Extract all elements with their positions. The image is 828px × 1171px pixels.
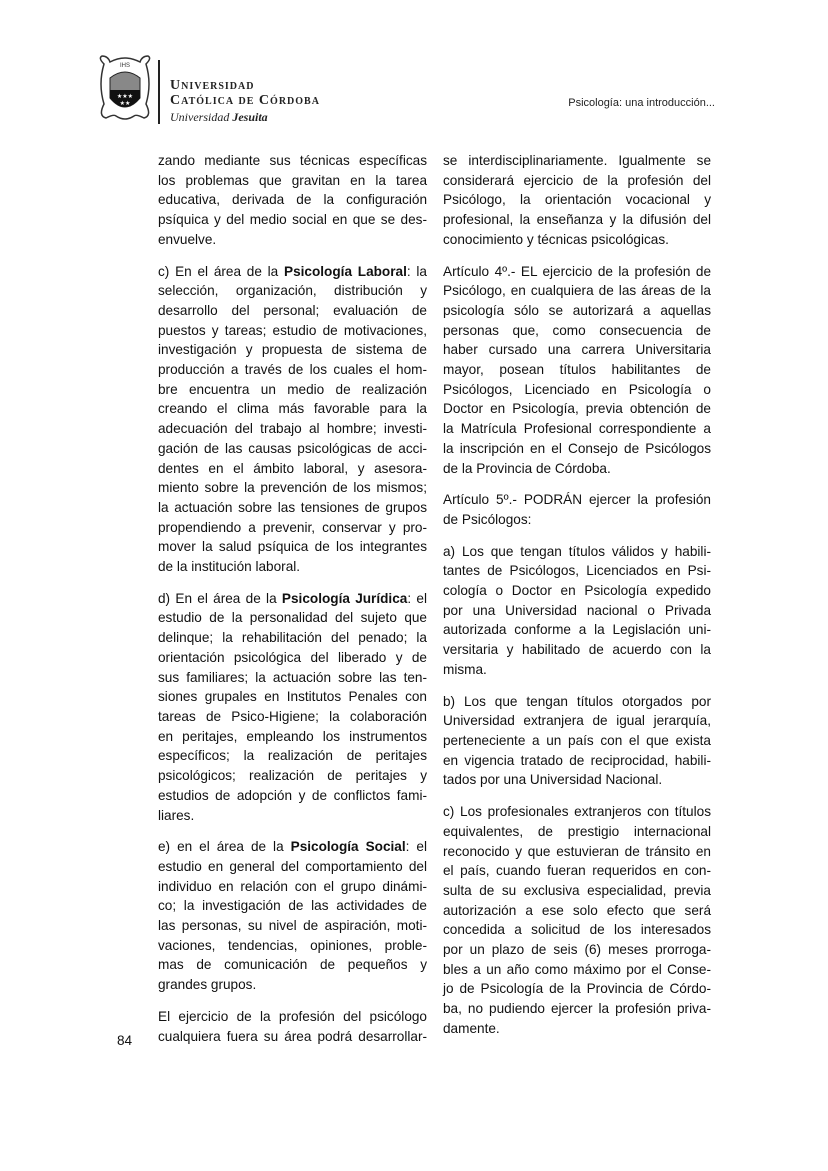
text-line: adecuación del trabajo al hombre; investi- — [158, 421, 427, 437]
text-line: estudio de la personalidad del sujeto que — [158, 610, 427, 626]
text-line: perteneciente a un país con el que exista — [443, 732, 711, 748]
text-line: la actuación sobre las tensiones de grupos — [158, 499, 427, 515]
text-line: creando el clima más favorable para la — [158, 401, 427, 417]
text-line: la inscripción en el Consejo de Psicólogos — [443, 440, 711, 456]
text-line: vaciones, tendencias, opiniones, proble- — [158, 937, 427, 953]
text-line: cualquiera fuera su área podrá desarrollar- — [158, 1028, 427, 1044]
tagline-bold: Jesuita — [232, 110, 268, 124]
paragraph — [443, 692, 711, 791]
paragraph — [443, 262, 711, 479]
text-line: estudio en general del comportamiento del — [158, 858, 427, 874]
text-line: por una Universidad nacional o Privada — [443, 602, 711, 618]
text-line: misma. — [443, 661, 487, 677]
text-line: personas que, como consecuencia de — [443, 322, 711, 338]
paragraph — [443, 542, 711, 680]
text-line: ba, no pudiendo ejercer la profesión priva- — [443, 1001, 711, 1017]
university-name-line2: Católica de Córdoba — [170, 93, 320, 108]
left-column — [158, 151, 427, 1058]
text-line: dentes en el ámbito laboral, y asesora- — [158, 460, 427, 476]
paragraph — [443, 802, 711, 1038]
text-line: damente. — [443, 1020, 500, 1036]
text-line: de la Provincia de Córdoba. — [443, 460, 611, 476]
text-line: específicos; la realización de peritajes — [158, 748, 427, 764]
text-line: considerará ejercicio de la profesión del — [443, 172, 711, 188]
bold-term: Psicología Jurídica — [281, 590, 408, 606]
header-divider — [158, 60, 160, 124]
text-line: puestos y tareas; estudio de motivaciones, — [158, 322, 427, 338]
text-line: versitaria y habilitado de acuerdo con la — [443, 642, 711, 658]
text-line: mover la salud psíquica de los integrantes — [158, 539, 427, 555]
paragraph — [443, 151, 711, 250]
text-line: c) Los profesionales extranjeros con títulos — [443, 804, 711, 820]
text-line: cología o Doctor en Psicología expedido — [443, 583, 711, 599]
bold-term: Psicología Laboral — [284, 263, 407, 279]
text-line: propendiendo a prevenir, conservar y pro- — [158, 519, 427, 535]
text-line: Universidad extranjera de igual jerarquía, — [443, 713, 711, 729]
text-line: c) En el área de la Psicología Laboral: la — [158, 263, 427, 279]
svg-text:★★: ★★ — [119, 101, 131, 107]
text-line: psicológicos; realización de peritajes y — [158, 768, 427, 784]
bold-term: Psicología Social — [290, 839, 406, 855]
text-line: de Psicólogos: — [443, 511, 532, 527]
university-crest-logo — [96, 54, 154, 122]
text-line: co; la investigación de las actividades de — [158, 898, 427, 914]
text-line: las personas, su nivel de aspiración, moti- — [158, 918, 427, 934]
text-line: Psicólogos, Licenciado en Psicología o — [443, 381, 711, 397]
text-line: Doctor en Psicología, previa obtención de — [443, 401, 711, 417]
text-line: profesional, la enseñanza y la difusión del — [443, 212, 711, 228]
text-line: b) Los que tengan títulos otorgados por — [443, 693, 711, 709]
text-line: jo de Psicología de la Provincia de Córdo- — [443, 981, 711, 997]
paragraph — [158, 589, 427, 825]
text-line: el país, cuando fueran requeridos en con- — [443, 863, 711, 879]
text-line: Artículo 5º.- PODRÁN ejercer la profesión — [443, 492, 711, 508]
text-line: desarrollo del personal; evaluación de — [158, 302, 427, 318]
text-line: tareas de Psico-Higiene; la colaboración — [158, 708, 427, 724]
text-line: autorizada conforme a la Legislación uni- — [443, 622, 711, 638]
text-line: de la institución laboral. — [158, 559, 301, 575]
text-line: mayor, posean títulos habilitantes de — [443, 362, 711, 378]
text-line: siones grupales en Institutos Penales con — [158, 689, 427, 705]
text-line: gación de las causas psicológicas de acci- — [158, 440, 427, 456]
text-line: autorización a ese solo efecto que será — [443, 902, 711, 918]
text-line: se interdisciplinariamente. Igualmente se — [443, 153, 711, 168]
text-line: delinque; la rehabilitación del penado; la — [158, 630, 427, 646]
text-line: los problemas que gravitan en la tarea — [158, 172, 427, 188]
text-line: investigación y propuesta de sistema de — [158, 342, 427, 358]
text-line: producción a través de los cuales el hom- — [158, 362, 427, 378]
text-line: sulta de su exclusiva especialidad, previa — [443, 882, 711, 898]
text-line: reconocido y que estuvieran de tránsito en — [443, 843, 711, 859]
text-line: Artículo 4º.- EL ejercicio de la profesión de — [443, 263, 711, 279]
paragraph — [443, 490, 711, 529]
text-line: equivalentes, de prestigio internacional — [443, 823, 711, 839]
paragraph — [158, 262, 427, 577]
text-line: e) en el área de la Psicología Social: el — [158, 839, 428, 855]
tagline-text: Universidad — [170, 110, 230, 124]
text-line: orientación psicológica del liberado y de — [158, 649, 427, 665]
text-line: a) Los que tengan títulos válidos y habili- — [443, 543, 711, 559]
text-line: Psicólogo, la orientación vocacional y — [443, 192, 711, 208]
text-line: Psicólogo, en cualquiera de las áreas de la — [443, 283, 711, 299]
text-line: sus familiares; la actuación sobre las ten- — [158, 669, 427, 685]
text-line: tados por una Universidad Nacional. — [443, 772, 663, 788]
text-line: haber cursado una carrera Universitaria — [443, 342, 711, 358]
university-tagline — [170, 110, 268, 125]
paragraph — [158, 1007, 427, 1046]
text-line: bre encuentra un medio de realización — [158, 381, 427, 397]
text-line: tantes de Psicólogos, Licenciados en Psi- — [443, 563, 711, 579]
text-line: individuo en relación con el grupo dinámi- — [158, 878, 427, 894]
text-line: por un plazo de seis (6) meses prorroga- — [443, 942, 711, 958]
svg-text:★★★: ★★★ — [116, 94, 134, 100]
text-line: educativa, derivada de la configuración — [158, 192, 427, 208]
running-title: Psicología: una introducción... — [568, 97, 715, 109]
text-line: mas de comunicación de pequeños y — [158, 957, 427, 973]
text-line: liares. — [158, 807, 195, 823]
text-line: miento sobre la prevención de los mismos; — [158, 480, 427, 496]
text-line: psicología sólo se autorizará a aquellas — [443, 302, 711, 318]
page-number: 84 — [117, 1033, 133, 1048]
text-line: grandes grupos. — [158, 977, 257, 993]
text-line: en vigencia tratado de reciprocidad, habili- — [443, 752, 711, 768]
paragraph — [158, 837, 427, 995]
text-line: d) En el área de la Psicología Jurídica: el — [158, 590, 427, 606]
right-column — [443, 151, 711, 1051]
text-line: concedida a solicitud de los interesados — [443, 922, 711, 938]
text-line: estudios de adopción y de conflictos fami- — [158, 787, 427, 803]
text-line: la Matrícula Profesional correspondiente a — [443, 421, 711, 437]
text-line: en peritajes, empleando los instrumentos — [158, 728, 427, 744]
text-line: conocimiento y técnicas psicológicas. — [443, 231, 669, 247]
text-line: bles a un año como máximo por el Conse- — [443, 961, 711, 977]
svg-text:IHS: IHS — [119, 63, 131, 69]
text-line: envuelve. — [158, 231, 217, 247]
text-line: selección, organización, distribución y — [158, 283, 427, 299]
text-line: El ejercicio de la profesión del psicólogo — [158, 1008, 427, 1024]
text-line: zando mediante sus técnicas específicas — [158, 153, 427, 168]
university-name-line1: Universidad — [170, 78, 255, 93]
text-line: psíquica y del medio social en que se des- — [158, 212, 427, 228]
paragraph — [158, 151, 427, 250]
